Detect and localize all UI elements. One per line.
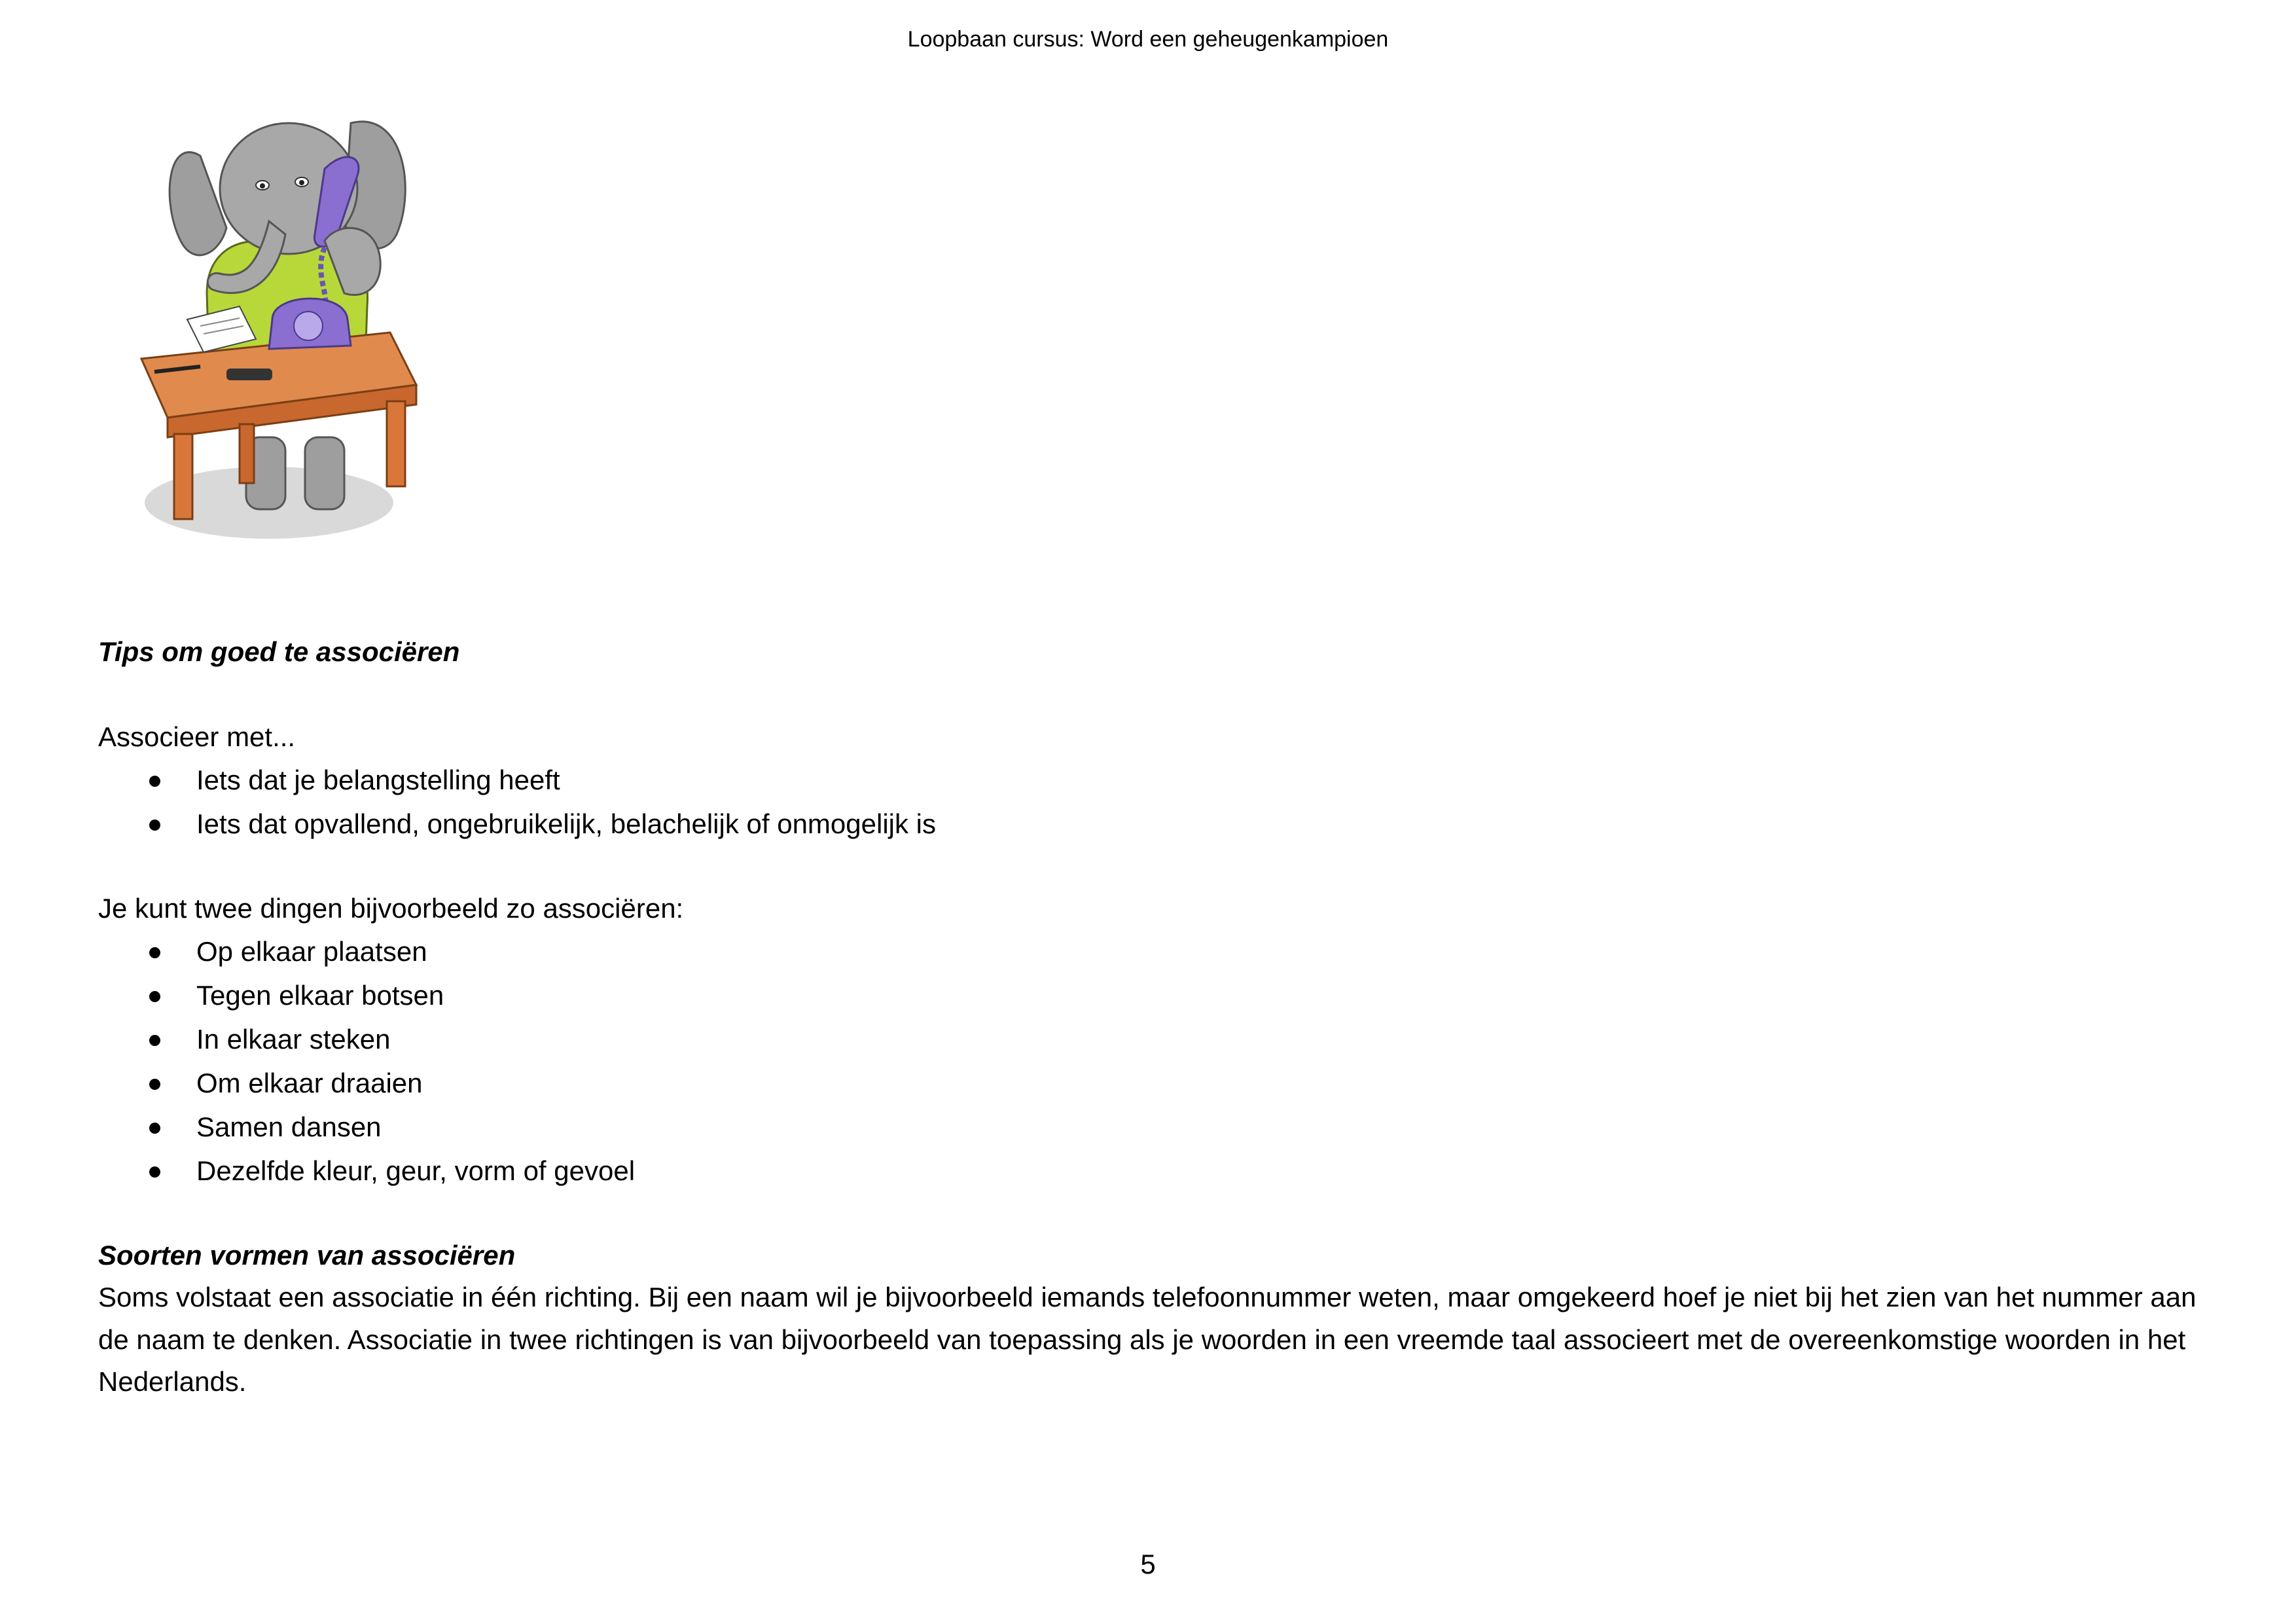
bullet-icon [149,820,160,831]
bullet-icon [149,1079,160,1090]
ways-list [98,932,635,1195]
bullet-icon [149,1035,160,1046]
bullet-icon [149,776,160,787]
bullet-icon [149,991,160,1002]
tips-intro: Associeer met... [98,721,296,752]
types-paragraph: Soms volstaat een associatie in één richting. Bij een naam wil je bijvoorbeeld iemands telefoonnummer weten, maar omgekeerd hoef je niet bij het zien van het nummer aan de naam te denken. Associatie in twee richtingen is van bijvoorbeeld van toepassing als je woorden in een vreemde taal associeert met de overeenkomstige woorden in het Nederlands. [98,1282,2197,1397]
page-number: 5 [1140,1549,1156,1579]
types-heading: Soorten vormen van associëren [98,1240,516,1271]
tips-heading: Tips om goed te associëren [98,636,460,667]
list-item: Tegen elkaar botsen [98,976,635,1020]
bullet-icon [149,1123,160,1134]
list-item: Iets dat je belangstelling heeft [98,761,936,804]
tips-list [98,761,936,848]
page-header: Loopbaan cursus: Word een geheugenkampioen [907,27,1389,52]
bullet-icon [149,1166,160,1178]
ways-intro: Je kunt twee dingen bijvoorbeeld zo associëren: [98,893,684,924]
list-item: Op elkaar plaatsen [98,932,635,976]
elephant-telephone-illustration [128,110,436,542]
list-item: Samen dansen [98,1108,635,1151]
bullet-icon [149,947,160,958]
list-item: In elkaar steken [98,1020,635,1064]
list-item: Iets dat opvallend, ongebruikelijk, belachelijk of onmogelijk is [98,804,936,848]
list-item: Om elkaar draaien [98,1064,635,1108]
list-item: Dezelfde kleur, geur, vorm of gevoel [98,1151,635,1195]
